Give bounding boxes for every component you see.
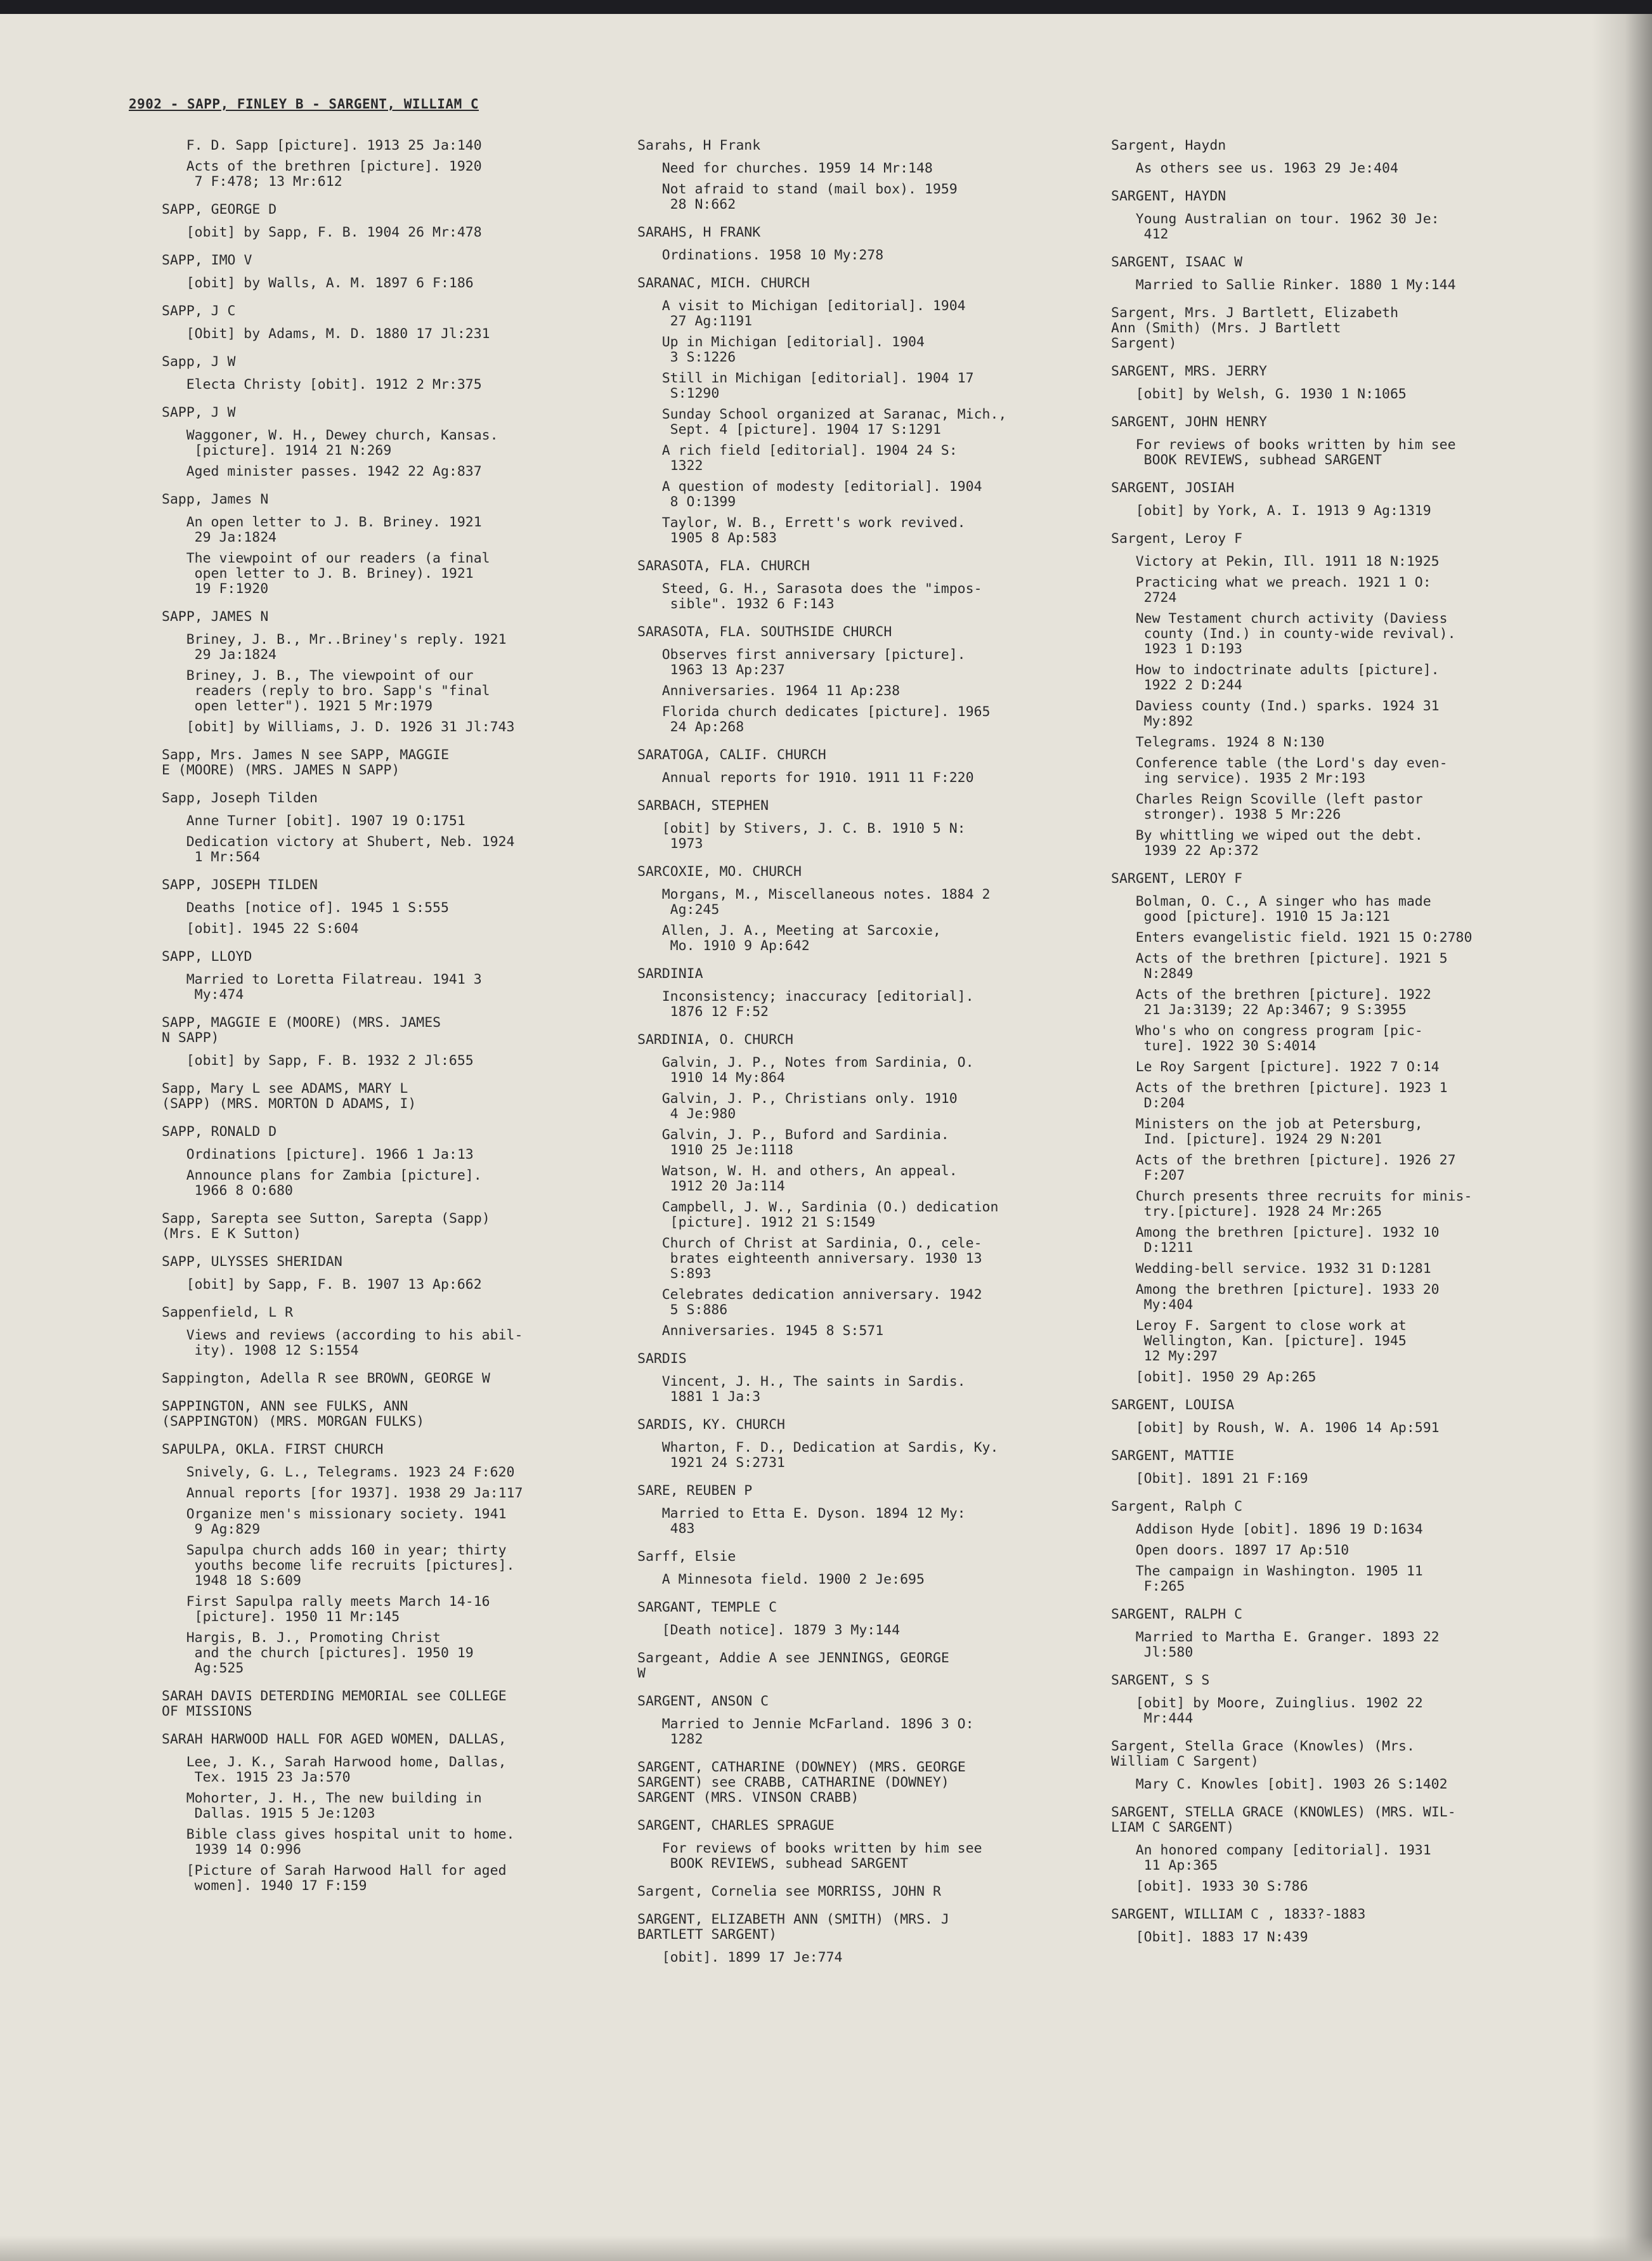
entry-reference: [obit] by Sapp, F. B. 1907 13 Ap:662 (186, 1277, 482, 1293)
entry-reference: Wharton, F. D., Dedication at Sardis, Ky. 1921 24 S:2731 (661, 1440, 999, 1471)
entry-reference: Sapulpa church adds 160 in year; thirty youths become life recruits [pictures]. 1948 18 S:609 (186, 1542, 515, 1589)
index-entry (1111, 255, 1542, 293)
entry-reference: Need for churches. 1959 14 Mr:148 (661, 160, 933, 176)
entry-reference: Announce plans for Zambia [picture]. 1966 8 O:680 (186, 1168, 482, 1199)
entry-heading: Sarahs, H Frank (637, 138, 761, 153)
entry-reference: Waggoner, W. H., Dewey church, Kansas. [picture]. 1914 21 N:269 (186, 427, 498, 459)
index-entry (637, 748, 1069, 786)
entry-reference: Lee, J. K., Sarah Harwood home, Dallas, Tex. 1915 23 Ja:570 (186, 1754, 507, 1785)
index-entry (162, 1442, 593, 1676)
entry-heading: SARGENT, ANSON C (637, 1693, 769, 1709)
entry-reference: For reviews of books written by him see BOOK REVIEWS, subhead SARGENT (1135, 437, 1456, 468)
index-entry (637, 1600, 1069, 1638)
page-curl-shadow (1592, 14, 1652, 2261)
entry-reference: Steed, G. H., Sarasota does the "impos- sible". 1932 6 F:143 (661, 581, 982, 612)
entry-heading: SAPP, JAMES N (162, 609, 269, 625)
entry-reference: Inconsistency; inaccuracy [editorial]. 1876 12 F:52 (661, 989, 974, 1020)
entry-reference: Acts of the brethren [picture]. 1920 7 F:478; 13 Mr:612 (186, 159, 482, 190)
entry-reference: [obit]. 1945 22 S:604 (186, 921, 359, 937)
index-entry (637, 138, 1069, 212)
entry-heading: SARANAC, MICH. CHURCH (637, 275, 810, 291)
entry-reference: [obit] by Walls, A. M. 1897 6 F:186 (186, 275, 474, 291)
entry-reference: Ordinations [picture]. 1966 1 Ja:13 (186, 1147, 474, 1163)
entry-reference: Ministers on the job at Petersburg, Ind. [picture]. 1924 29 N:201 (1135, 1116, 1423, 1147)
entry-heading: Sarff, Elsie (637, 1549, 736, 1565)
entry-reference: Young Australian on tour. 1962 30 Je: 412 (1135, 211, 1440, 242)
entry-heading: SAPP, RONALD D (162, 1124, 277, 1140)
entry-reference: [obit] by Williams, J. D. 1926 31 Jl:743 (186, 719, 515, 735)
index-entry (1111, 481, 1542, 519)
entry-heading: SAPP, IMO V (162, 252, 252, 268)
entry-heading: Sapp, Joseph Tilden (162, 790, 318, 806)
index-entry (162, 304, 593, 342)
entry-heading: SARGENT, CHARLES SPRAGUE (637, 1818, 835, 1834)
entry-heading: SARGENT, JOSIAH (1111, 480, 1235, 496)
index-entry (637, 1884, 1069, 1899)
index-entry (637, 559, 1069, 612)
entry-heading: SARDINIA (637, 966, 703, 982)
entry-reference: Electa Christy [obit]. 1912 2 Mr:375 (186, 377, 482, 393)
entry-reference: An honored company [editorial]. 1931 11 Ap:365 (1135, 1842, 1431, 1873)
index-entry (162, 748, 593, 778)
entry-reference: Vincent, J. H., The saints in Sardis. 1881 1 Ja:3 (661, 1374, 966, 1405)
index-entry (637, 1352, 1069, 1405)
entry-reference: Galvin, J. P., Notes from Sardinia, O. 1910 14 My:864 (661, 1055, 974, 1086)
entry-reference: Acts of the brethren [picture]. 1923 1 D:204 (1135, 1080, 1448, 1111)
entry-reference: [Obit]. 1891 21 F:169 (1135, 1471, 1308, 1487)
entry-heading: Sappington, Adella R see BROWN, GEORGE W (162, 1371, 490, 1386)
index-entry (637, 1483, 1069, 1537)
index-entry (162, 609, 593, 735)
entry-reference: Married to Etta E. Dyson. 1894 12 My: 483 (661, 1506, 966, 1537)
index-entry (162, 878, 593, 937)
entry-reference: [Picture of Sarah Harwood Hall for aged women]. 1940 17 F:159 (186, 1863, 507, 1894)
index-entry (1111, 871, 1542, 1385)
entry-reference: Up in Michigan [editorial]. 1904 3 S:1226 (661, 334, 925, 365)
entry-heading: Sapp, Mary L see ADAMS, MARY L (SAPP) (MRS. MORTON D ADAMS, I) (162, 1081, 417, 1112)
entry-heading: SAPP, J C (162, 303, 236, 319)
index-entry (1111, 1398, 1542, 1436)
entry-reference: Daviess county (Ind.) sparks. 1924 31 My:892 (1135, 698, 1440, 729)
entry-heading: Sargent, Ralph C (1111, 1499, 1243, 1515)
entry-heading: SARAH HARWOOD HALL FOR AGED WOMEN, DALLAS, (162, 1731, 507, 1747)
entry-reference: Addison Hyde [obit]. 1896 19 D:1634 (1135, 1521, 1423, 1537)
entry-reference: [Death notice]. 1879 3 My:144 (661, 1622, 901, 1638)
index-entry (162, 253, 593, 291)
entry-heading: SAPP, GEORGE D (162, 202, 277, 218)
entry-heading: SARGENT, RALPH C (1111, 1606, 1243, 1622)
entry-reference: [obit]. 1950 29 Ap:265 (1135, 1369, 1317, 1385)
entry-reference: Among the brethren [picture]. 1933 20 My:404 (1135, 1282, 1440, 1313)
entry-reference: Campbell, J. W., Sardinia (O.) dedication [picture]. 1912 21 S:1549 (661, 1199, 999, 1230)
entry-reference: Annual reports for 1910. 1911 11 F:220 (661, 770, 974, 786)
entry-heading: SARAH DAVIS DETERDING MEMORIAL see COLLEGE OF MISSIONS (162, 1688, 507, 1719)
entry-reference: [obit]. 1899 17 Je:774 (661, 1950, 843, 1965)
index-entry (637, 864, 1069, 954)
index-entry (637, 625, 1069, 735)
entry-reference: Conference table (the Lord's day even- ing service). 1935 2 Mr:193 (1135, 755, 1448, 786)
entry-reference: Mary C. Knowles [obit]. 1903 26 S:1402 (1135, 1776, 1448, 1792)
index-entry (1111, 1673, 1542, 1726)
entry-heading: SARGENT, MRS. JERRY (1111, 363, 1267, 379)
entry-reference: Briney, J. B., Mr..Briney's reply. 1921 29 Ja:1824 (186, 632, 507, 663)
index-entry (637, 967, 1069, 1020)
entry-reference: Open doors. 1897 17 Ap:510 (1135, 1542, 1350, 1558)
entry-heading: SARGENT, HAYDN (1111, 188, 1226, 204)
entry-reference: Acts of the brethren [picture]. 1921 5 N:2849 (1135, 951, 1448, 982)
entry-reference: [obit] by York, A. I. 1913 9 Ag:1319 (1135, 503, 1431, 519)
entry-reference: Morgans, M., Miscellaneous notes. 1884 2 Ag:245 (661, 887, 991, 918)
entry-reference: Aged minister passes. 1942 22 Ag:837 (186, 464, 482, 479)
entry-heading: SARGENT, LEROY F (1111, 871, 1243, 887)
entry-heading: SAPP, JOSEPH TILDEN (162, 877, 318, 893)
entry-reference: [obit] by Roush, W. A. 1906 14 Ap:591 (1135, 1420, 1440, 1436)
entry-reference: Telegrams. 1924 8 N:130 (1135, 734, 1325, 750)
entry-heading: SARGENT, ELIZABETH ANN (SMITH) (MRS. J BARTLETT SARGENT) (637, 1912, 949, 1943)
entry-reference: Annual reports [for 1937]. 1938 29 Ja:117 (186, 1485, 523, 1501)
entry-reference: Leroy F. Sargent to close work at Wellington, Kan. [picture]. 1945 12 My:297 (1135, 1318, 1407, 1364)
entry-reference: Among the brethren [picture]. 1932 10 D:1211 (1135, 1225, 1440, 1256)
index-entry (162, 355, 593, 393)
index-entry (637, 1912, 1069, 1965)
entry-reference: Observes first anniversary [picture]. 1963 13 Ap:237 (661, 647, 966, 678)
entry-reference: [obit] by Sapp, F. B. 1904 26 Mr:478 (186, 225, 482, 240)
entry-reference: For reviews of books written by him see BOOK REVIEWS, subhead SARGENT (661, 1841, 982, 1872)
entry-heading: SARGENT, S S (1111, 1672, 1210, 1688)
index-entry (162, 405, 593, 479)
index-entry (1111, 415, 1542, 468)
entry-heading: SARGENT, ISAAC W (1111, 254, 1243, 270)
entry-reference: [obit] by Welsh, G. 1930 1 N:1065 (1135, 386, 1407, 402)
entry-heading: SAPP, ULYSSES SHERIDAN (162, 1254, 342, 1270)
entry-reference: A visit to Michigan [editorial]. 1904 27 Ag:1191 (661, 298, 966, 329)
index-entry (162, 1732, 593, 1894)
entry-reference: Wedding-bell service. 1932 31 D:1281 (1135, 1261, 1431, 1277)
entry-reference: [obit] by Stivers, J. C. B. 1910 5 N: 1973 (661, 821, 966, 852)
entry-reference: Galvin, J. P., Christians only. 1910 4 Je:980 (661, 1091, 958, 1122)
index-entry (162, 492, 593, 597)
index-column-2 (637, 138, 1069, 1978)
entry-reference: [obit]. 1933 30 S:786 (1135, 1879, 1308, 1894)
index-entry (162, 1689, 593, 1719)
entry-reference: Ordinations. 1958 10 My:278 (661, 247, 884, 263)
entry-heading: Sapp, Sarepta see Sutton, Sarepta (Sapp) (Mrs. E K Sutton) (162, 1211, 490, 1242)
entry-heading: SARGENT, STELLA GRACE (KNOWLES) (MRS. WIL- LIAM C SARGENT) (1111, 1804, 1456, 1835)
entry-reference: Church of Christ at Sardinia, O., cele- brates eighteenth anniversary. 1930 13 S:893 (661, 1235, 982, 1282)
index-entry (162, 1081, 593, 1112)
entry-reference: Married to Loretta Filatreau. 1941 3 My:474 (186, 972, 482, 1003)
index-entry (637, 276, 1069, 546)
entry-reference: First Sapulpa rally meets March 14-16 [picture]. 1950 11 Mr:145 (186, 1594, 490, 1625)
entry-heading: Sargent, Stella Grace (Knowles) (Mrs. William C Sargent) (1111, 1738, 1415, 1769)
entry-reference: Victory at Pekin, Ill. 1911 18 N:1925 (1135, 554, 1440, 570)
index-entry (162, 1124, 593, 1199)
page-bottom-edge (0, 2236, 1652, 2261)
entry-reference: Deaths [notice of]. 1945 1 S:555 (186, 900, 449, 916)
index-entry (162, 138, 593, 190)
entry-reference: Organize men's missionary society. 1941 9 Ag:829 (186, 1506, 507, 1537)
index-entry (637, 225, 1069, 263)
entry-reference: Married to Martha E. Granger. 1893 22 Jl:580 (1135, 1629, 1440, 1660)
entry-reference: Anniversaries. 1945 8 S:571 (661, 1323, 884, 1339)
entry-reference: Acts of the brethren [picture]. 1922 21 Ja:3139; 22 Ap:3467; 9 S:3955 (1135, 987, 1431, 1018)
entry-reference: Galvin, J. P., Buford and Sardinia. 1910 25 Je:1118 (661, 1127, 949, 1158)
entry-heading: Sargent, Cornelia see MORRISS, JOHN R (637, 1884, 941, 1899)
entry-heading: SARASOTA, FLA. SOUTHSIDE CHURCH (637, 624, 892, 640)
entry-heading: SARGENT, JOHN HENRY (1111, 414, 1267, 430)
entry-heading: SARDIS (637, 1351, 687, 1367)
entry-reference: F. D. Sapp [picture]. 1913 25 Ja:140 (186, 138, 482, 153)
index-entry (637, 1818, 1069, 1872)
index-entry (162, 1305, 593, 1359)
entry-reference: Views and reviews (according to his abil- ity). 1908 12 S:1554 (186, 1327, 523, 1359)
entry-heading: SARGENT, LOUISA (1111, 1397, 1235, 1413)
index-entry (1111, 364, 1542, 402)
index-entry (162, 1371, 593, 1386)
entry-heading: SAPP, J W (162, 405, 236, 420)
entry-reference: Married to Jennie McFarland. 1896 3 O: 1282 (661, 1716, 974, 1747)
entry-reference: Still in Michigan [editorial]. 1904 17 S:1290 (661, 370, 974, 401)
entry-reference: New Testament church activity (Daviess county (Ind.) in county-wide revival). 1923 1 D:193 (1135, 611, 1456, 657)
index-entry (162, 1254, 593, 1293)
entry-reference: The campaign in Washington. 1905 11 F:265 (1135, 1563, 1423, 1594)
entry-reference: Watson, W. H. and others, An appeal. 1912 20 Ja:114 (661, 1163, 958, 1194)
entry-reference: Celebrates dedication anniversary. 1942 5 S:886 (661, 1287, 982, 1318)
entry-heading: SAPULPA, OKLA. FIRST CHURCH (162, 1442, 384, 1457)
index-entry (637, 1417, 1069, 1471)
entry-reference: [Obit]. 1883 17 N:439 (1135, 1929, 1308, 1945)
index-entry (1111, 306, 1542, 351)
index-entry (1111, 189, 1542, 242)
entry-reference: Anne Turner [obit]. 1907 19 O:1751 (186, 813, 465, 829)
entry-heading: SARGENT, MATTIE (1111, 1448, 1235, 1464)
entry-reference: Married to Sallie Rinker. 1880 1 My:144 (1135, 277, 1456, 293)
entry-reference: How to indoctrinate adults [picture]. 1922 2 D:244 (1135, 662, 1440, 693)
entry-heading: Sapp, Mrs. James N see SAPP, MAGGIE E (MOORE) (MRS. JAMES N SAPP) (162, 747, 450, 778)
entry-reference: An open letter to J. B. Briney. 1921 29 Ja:1824 (186, 514, 482, 545)
entry-heading: SARDIS, KY. CHURCH (637, 1417, 785, 1433)
entry-reference: Taylor, W. B., Errett's work revived. 1905 8 Ap:583 (661, 515, 966, 546)
entry-heading: Sargent, Leroy F (1111, 531, 1243, 547)
entry-heading: SARGENT, CATHARINE (DOWNEY) (MRS. GEORGE SARGENT) see CRABB, CATHARINE (DOWNEY) SARGENT (MRS. VINSON CRABB) (637, 1759, 966, 1806)
entry-heading: SAPP, MAGGIE E (MOORE) (MRS. JAMES N SAPP) (162, 1015, 441, 1046)
entry-reference: Bolman, O. C., A singer who has made good [picture]. 1910 15 Ja:121 (1135, 894, 1431, 925)
entry-reference: Who's who on congress program [pic- ture]. 1922 30 S:4014 (1135, 1023, 1423, 1054)
entry-reference: [Obit] by Adams, M. D. 1880 17 Jl:231 (186, 326, 490, 342)
index-entry (637, 1549, 1069, 1587)
index-entry (637, 1651, 1069, 1681)
index-entry (162, 1015, 593, 1069)
index-entry (1111, 1805, 1542, 1894)
scanned-page (0, 14, 1652, 2261)
index-entry (637, 1033, 1069, 1339)
entry-reference: Allen, J. A., Meeting at Sarcoxie, Mo. 1910 9 Ap:642 (661, 923, 941, 954)
entry-heading: Sappenfield, L R (162, 1305, 294, 1320)
entry-reference: Sunday School organized at Saranac, Mich., Sept. 4 [picture]. 1904 17 S:1291 (661, 407, 1007, 438)
entry-reference: Practicing what we preach. 1921 1 O: 2724 (1135, 575, 1431, 606)
index-entry (637, 798, 1069, 852)
entry-heading: SARGENT, WILLIAM C , 1833?-1883 (1111, 1906, 1366, 1922)
index-entry (162, 1211, 593, 1242)
entry-heading: Sargent, Haydn (1111, 138, 1226, 153)
entry-reference: Mohorter, J. H., The new building in Dallas. 1915 5 Je:1203 (186, 1790, 482, 1821)
entry-heading: SARBACH, STEPHEN (637, 798, 769, 814)
entry-reference: As others see us. 1963 29 Je:404 (1135, 160, 1398, 176)
entry-heading: SAPPINGTON, ANN see FULKS, ANN (SAPPINGTON) (MRS. MORGAN FULKS) (162, 1398, 425, 1430)
entry-reference: Snively, G. L., Telegrams. 1923 24 F:620 (186, 1464, 515, 1480)
entry-heading: Sapp, J W (162, 354, 236, 370)
entry-heading: Sapp, James N (162, 492, 269, 507)
entry-heading: SAPP, LLOYD (162, 949, 252, 965)
entry-reference: Charles Reign Scoville (left pastor stronger). 1938 5 Mr:226 (1135, 792, 1423, 823)
index-entry (162, 1399, 593, 1430)
index-entry (1111, 1739, 1542, 1792)
entry-reference: Dedication victory at Shubert, Neb. 1924 1 Mr:564 (186, 834, 515, 865)
index-entry (1111, 1907, 1542, 1945)
entry-reference: Briney, J. B., The viewpoint of our readers (reply to bro. Sapp's "final open letter"). 1921 5 Mr:1979 (186, 668, 490, 714)
entry-reference: Bible class gives hospital unit to home. 1939 14 O:996 (186, 1827, 515, 1858)
entry-reference: Church presents three recruits for minis- try.[picture]. 1928 24 Mr:265 (1135, 1189, 1473, 1220)
entry-heading: SARAHS, H FRANK (637, 225, 761, 240)
entry-reference: Not afraid to stand (mail box). 1959 28 N:662 (661, 181, 958, 212)
index-entry (1111, 1607, 1542, 1660)
entry-heading: SARDINIA, O. CHURCH (637, 1032, 793, 1048)
index-entry (637, 1760, 1069, 1806)
entry-reference: A rich field [editorial]. 1904 24 S: 1322 (661, 443, 958, 474)
index-entry (1111, 1499, 1542, 1594)
running-head: 2902 - SAPP, FINLEY B - SARGENT, WILLIAM C (129, 96, 479, 112)
entry-reference: By whittling we wiped out the debt. 1939 22 Ap:372 (1135, 828, 1423, 859)
entry-heading: SARE, REUBEN P (637, 1483, 753, 1499)
entry-heading: Sargeant, Addie A see JENNINGS, GEORGE W (637, 1650, 949, 1681)
entry-heading: SARASOTA, FLA. CHURCH (637, 558, 810, 574)
entry-reference: The viewpoint of our readers (a final open letter to J. B. Briney). 1921 19 F:1920 (186, 551, 490, 597)
entry-reference: Le Roy Sargent [picture]. 1922 7 O:14 (1135, 1059, 1440, 1075)
entry-heading: SARGANT, TEMPLE C (637, 1600, 777, 1615)
entry-reference: Florida church dedicates [picture]. 1965 24 Ap:268 (661, 704, 991, 735)
entry-heading: Sargent, Mrs. J Bartlett, Elizabeth Ann (Smith) (Mrs. J Bartlett Sargent) (1111, 305, 1399, 351)
entry-reference: [obit] by Sapp, F. B. 1932 2 Jl:655 (186, 1053, 474, 1069)
index-entry (162, 949, 593, 1003)
index-entry (1111, 531, 1542, 859)
index-entry (1111, 1449, 1542, 1487)
index-entry (1111, 138, 1542, 176)
entry-reference: [obit] by Moore, Zuinglius. 1902 22 Mr:444 (1135, 1695, 1423, 1726)
entry-heading: SARATOGA, CALIF. CHURCH (637, 747, 826, 763)
index-entry (162, 791, 593, 865)
entry-reference: A question of modesty [editorial]. 1904 8 O:1399 (661, 479, 982, 510)
index-column-3 (1111, 138, 1542, 1958)
entry-reference: Enters evangelistic field. 1921 15 O:2780 (1135, 930, 1473, 946)
entry-reference: A Minnesota field. 1900 2 Je:695 (661, 1572, 925, 1587)
entry-reference: Anniversaries. 1964 11 Ap:238 (661, 683, 901, 699)
index-entry (162, 202, 593, 240)
entry-reference: Hargis, B. J., Promoting Christ and the church [pictures]. 1950 19 Ag:525 (186, 1630, 474, 1676)
entry-reference: Acts of the brethren [picture]. 1926 27 F:207 (1135, 1152, 1456, 1183)
index-column-1 (162, 138, 593, 1906)
index-entry (637, 1694, 1069, 1747)
entry-heading: SARCOXIE, MO. CHURCH (637, 864, 802, 880)
